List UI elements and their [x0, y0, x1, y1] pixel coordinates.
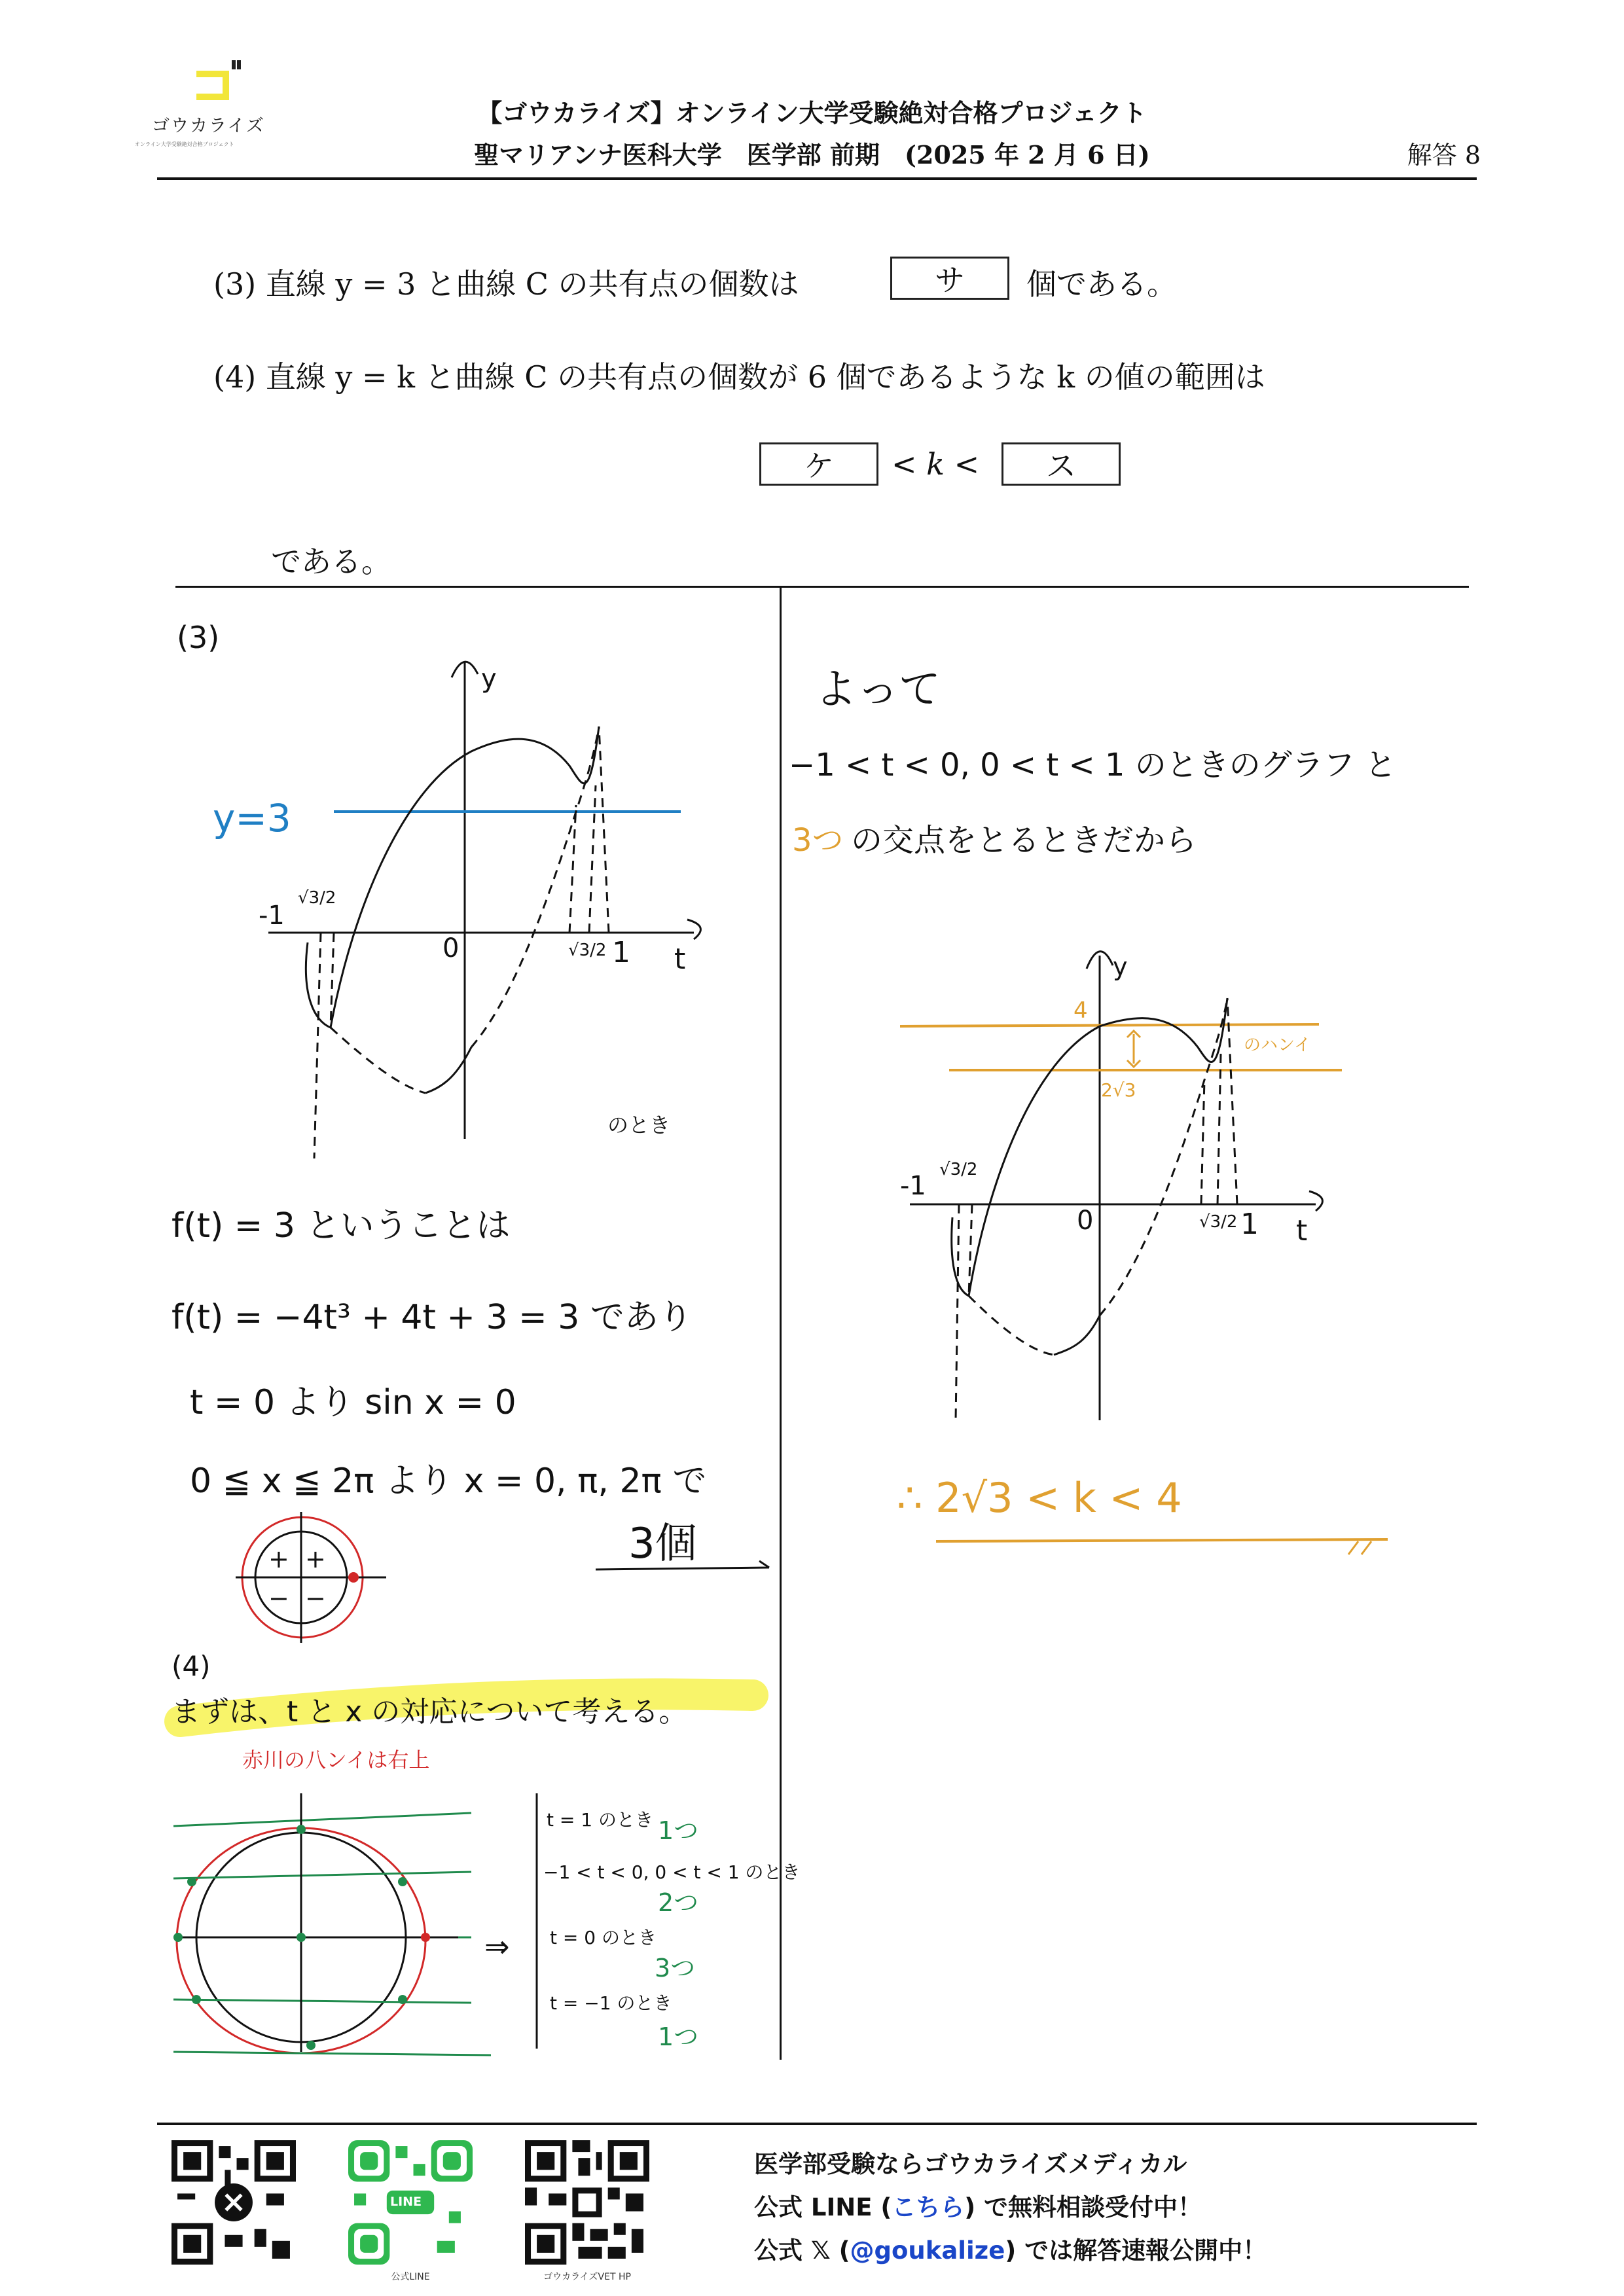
graph4-tick-neg-root: √3/2: [939, 1160, 978, 1179]
qr-line-label: 公式LINE: [391, 2272, 430, 2282]
graph3-note: のとき: [607, 1113, 671, 1138]
graph3-t-label: t: [674, 942, 686, 976]
graph3-t-arrow: [687, 920, 700, 939]
y3-label: y=3: [213, 796, 291, 840]
circle-plus-right: +: [305, 1545, 326, 1573]
graph4-tick-four: 4: [1074, 997, 1088, 1024]
corr4-cond: t = −1 のとき: [550, 1992, 672, 2014]
graph3-tick-root: √3/2: [568, 941, 607, 960]
footer-line2-b: ) で無料相談受付中！: [964, 2193, 1202, 2221]
highlight-text: まずは、t と x の対応について考える。: [171, 1695, 688, 1729]
graph4-dashed-curve: [969, 998, 1227, 1355]
footer-line2-a: 公式 LINE (: [754, 2193, 892, 2221]
footer-divider: [157, 2123, 1477, 2125]
q4-middle: < k <: [892, 446, 980, 482]
graph4-tick-one: 1: [1240, 1208, 1259, 1241]
q4-end: である。: [271, 544, 391, 579]
logo-subtext: オンライン大学受験絶対合格プロジェクト: [135, 141, 234, 147]
red-note: 赤川の八ンイは右上: [242, 1748, 430, 1772]
line-badge: LINE: [390, 2195, 422, 2209]
points-line-a: 3つ: [792, 822, 844, 859]
corr1-cond: t = 1 のとき: [547, 1809, 653, 1831]
eq2: f(t) = −4t³ + 4t + 3 = 3 であり: [171, 1298, 693, 1337]
header-subtitle: 聖マリアンナ医科大学 医学部 前期 (2025 年 2 月 6 日): [474, 140, 1150, 170]
graph3-dash-right: [569, 805, 576, 933]
x-link[interactable]: @goukalize: [850, 2236, 1005, 2265]
qr-code-x-icon[interactable]: [171, 2140, 296, 2265]
footer-line1: 医学部受験ならゴウカライズメディカル: [754, 2150, 1187, 2178]
page-label: 解答 8: [1407, 141, 1481, 170]
footer-line3-b: ) では解答速報公開中！: [1005, 2236, 1267, 2265]
graph4-t-label: t: [1296, 1214, 1308, 1247]
yotte: よって: [815, 666, 941, 714]
graph4-tick-root: √3/2: [1199, 1212, 1238, 1232]
graph4-solid-curve: [969, 998, 1227, 1296]
circle-minus-left: −: [268, 1584, 289, 1613]
corr2-count: 2つ: [658, 1888, 699, 1917]
answer-4-underline: [936, 1539, 1388, 1541]
label-4: (4): [171, 1650, 211, 1682]
eq1: f(t) = 3 ということは: [171, 1206, 511, 1246]
header-title: 【ゴウカライズ】オンライン大学受験絶対合格プロジェクト: [477, 98, 1147, 128]
eq4: 0 ≦ x ≦ 2π より x = 0, π, 2π で: [190, 1462, 707, 1501]
q4-text: (4) 直線 y = k と曲線 C の共有点の個数が 6 個であるような k の値の範囲は: [213, 359, 1265, 395]
qr-code-hp-icon[interactable]: [525, 2140, 649, 2265]
graph4-tick-2root3: 2√3: [1101, 1079, 1136, 1101]
circle-minus-right: −: [305, 1584, 326, 1613]
corr2-cond: −1 < t < 0, 0 < t < 1 のとき: [543, 1861, 801, 1883]
corr3-cond: t = 0 のとき: [550, 1927, 657, 1948]
k-line-4: [900, 1024, 1319, 1026]
qr-hp-label: ゴウカライズVET HP: [543, 2272, 631, 2282]
label-3: (3): [177, 620, 220, 655]
arrow: ⇒: [484, 1929, 510, 1964]
graph3-tick-neg-root: √3/2: [298, 888, 336, 908]
graph3-tick-neg1: -1: [259, 901, 285, 931]
graph4-tick-zero: 0: [1077, 1206, 1094, 1236]
graph3-y-label: y: [481, 664, 497, 694]
graph3-tick-zero: 0: [442, 933, 460, 963]
q3-answer-box: サ: [890, 257, 1009, 300]
graph4-y-label: y: [1113, 952, 1128, 981]
footer-line3: [754, 2231, 1267, 2266]
q4-answer-box-left: ケ: [759, 442, 878, 486]
q3-prefix: (3) 直線 y = 3 と曲線 C の共有点の個数は: [213, 266, 799, 302]
q4-answer-box-right: ス: [1001, 442, 1121, 486]
graph3-dash-right3: [599, 726, 609, 933]
corr1-count: 1つ: [658, 1816, 699, 1845]
graph3-dash-right2: [589, 785, 596, 933]
band-label: のハンイ: [1244, 1035, 1311, 1055]
cond-line: −1 < t < 0, 0 < t < 1 のときのグラフ と: [789, 747, 1396, 783]
footer-line3-a: 公式 𝕏 (: [754, 2236, 850, 2265]
graph4-tick-neg1: -1: [900, 1171, 926, 1201]
graph3-tick-one: 1: [612, 936, 630, 969]
q3-suffix: 個である。: [1026, 266, 1177, 302]
answer-3: 3個: [628, 1520, 697, 1568]
eq3: t = 0 より sin x = 0: [190, 1383, 516, 1422]
points-line-b: の交点をとるときだから: [851, 822, 1197, 859]
corr4-count: 1つ: [658, 2022, 699, 2051]
line-link[interactable]: こちら: [892, 2193, 965, 2221]
circle-plus-left: +: [268, 1545, 289, 1573]
corr3-count: 3つ: [655, 1954, 696, 1982]
footer-line2: [754, 2187, 1202, 2223]
logo-text: ゴウカライズ: [152, 116, 265, 136]
graph3-dash-left: [314, 933, 321, 1158]
answer-4: ∴ 2√3 < k < 4: [897, 1474, 1182, 1522]
